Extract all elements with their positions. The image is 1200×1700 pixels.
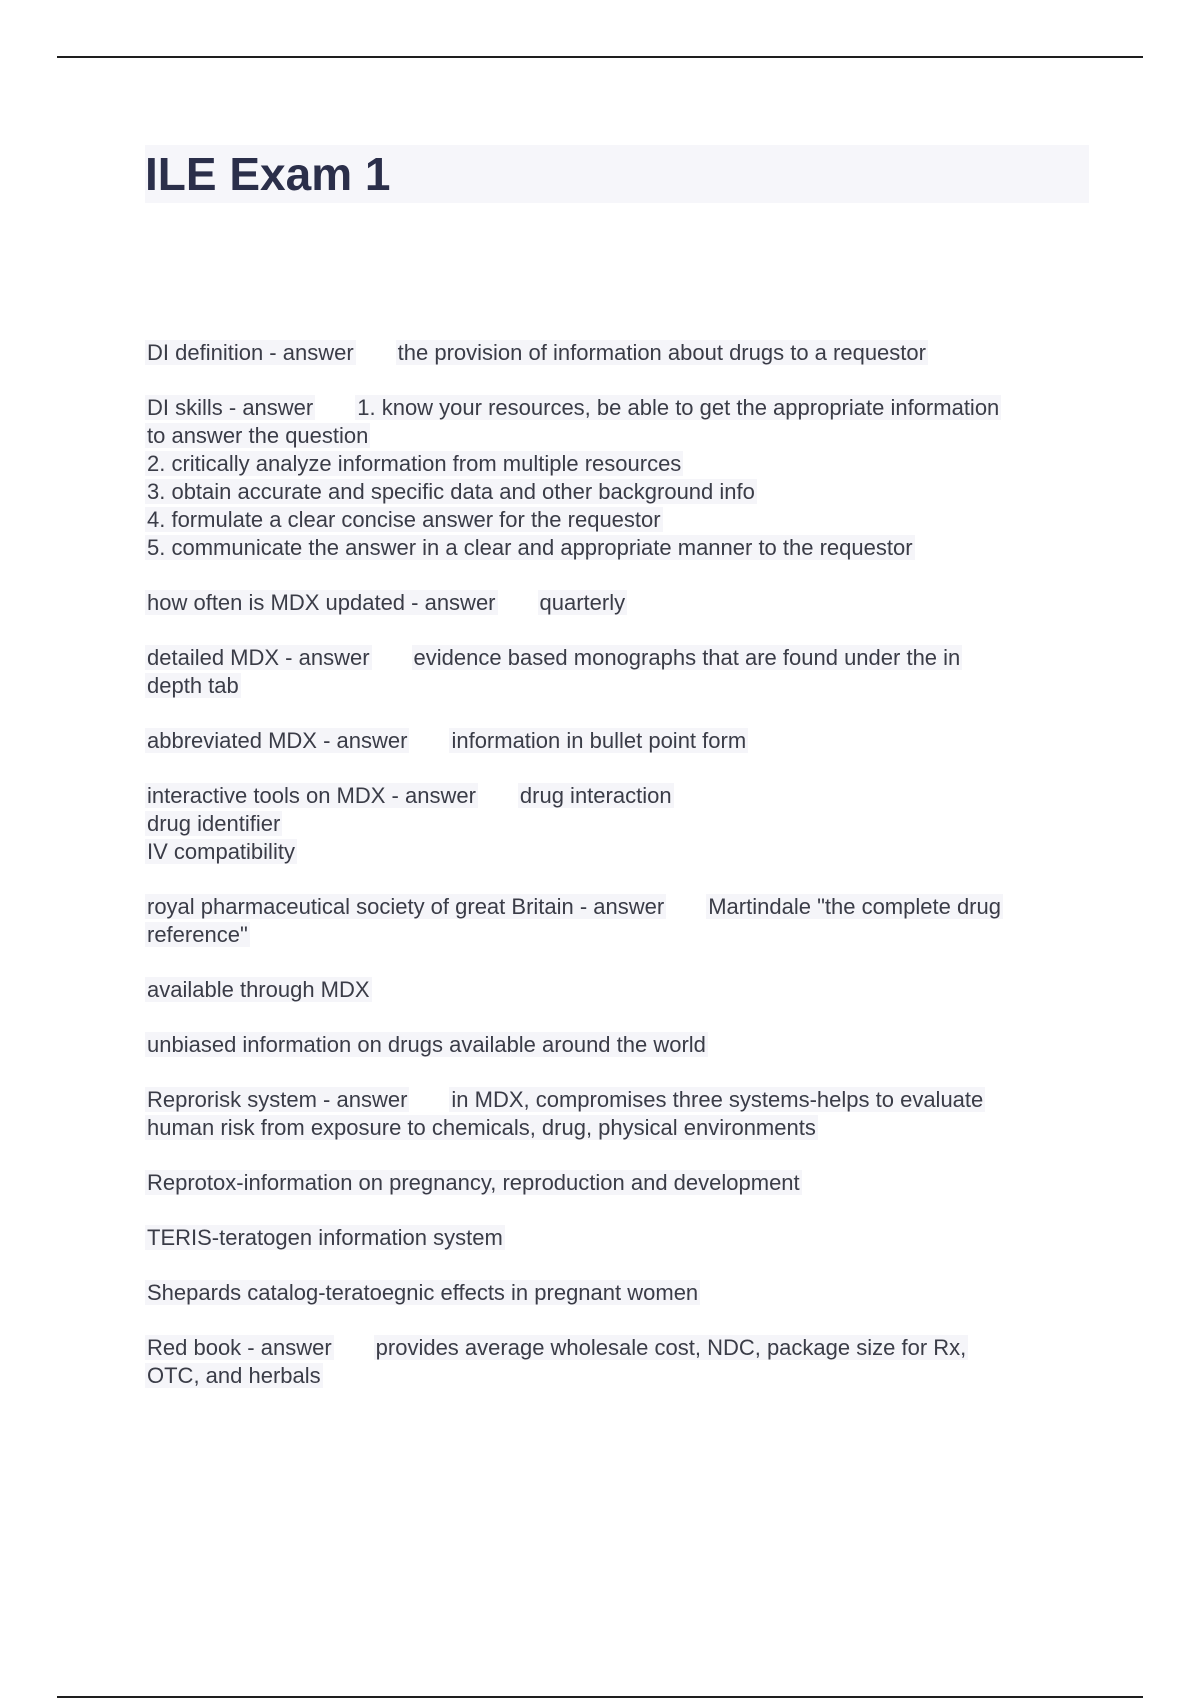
- flashcard-entry: [145, 1334, 1085, 1390]
- plain-text: Reprotox-information on pregnancy, reproduction and development: [147, 1170, 800, 1195]
- term: royal pharmaceutical society of great Britain - answer: [147, 894, 665, 919]
- flashcard-entry: [145, 339, 1085, 367]
- entry-line: [145, 644, 1085, 672]
- flashcard-entry: [145, 727, 1085, 755]
- entry-line: [145, 1031, 1085, 1059]
- flashcard-entry: [145, 976, 1085, 1004]
- top-rule: [57, 56, 1143, 58]
- plain-text: available through MDX: [147, 977, 370, 1002]
- answer-continuation: depth tab: [147, 673, 239, 698]
- answer: the provision of information about drugs to a requestor: [397, 340, 926, 365]
- answer: drug interaction: [519, 783, 672, 808]
- term: how often is MDX updated - answer: [147, 590, 496, 615]
- entry-line: [145, 1169, 1085, 1197]
- entry-line: [145, 1224, 1085, 1252]
- entry-line: [145, 339, 1085, 367]
- flashcard-entry: [145, 589, 1085, 617]
- answer-continuation: IV compatibility: [147, 839, 295, 864]
- answer: information in bullet point form: [451, 728, 747, 753]
- flashcard-entry: [145, 1224, 1085, 1252]
- answer-continuation: 2. critically analyze information from multiple resources: [147, 451, 682, 476]
- plain-text: Shepards catalog-teratoegnic effects in pregnant women: [147, 1280, 699, 1305]
- entry-line: [145, 589, 1085, 617]
- answer-continuation: 4. formulate a clear concise answer for the requestor: [147, 507, 661, 532]
- term: DI skills - answer: [147, 395, 314, 420]
- answer: evidence based monographs that are found under the in: [413, 645, 961, 670]
- flashcard-entry: [145, 893, 1085, 949]
- flashcard-entry: [145, 1031, 1085, 1059]
- flashcard-entry: [145, 1086, 1085, 1142]
- flashcard-entry: [145, 1279, 1085, 1307]
- term: Red book - answer: [147, 1335, 332, 1360]
- term: interactive tools on MDX - answer: [147, 783, 476, 808]
- answer-continuation: 3. obtain accurate and specific data and other background info: [147, 479, 755, 504]
- entry-line: [145, 1334, 1085, 1362]
- entry-line: [145, 1279, 1085, 1307]
- plain-text: TERIS-teratogen information system: [147, 1225, 503, 1250]
- answer: Martindale "the complete drug: [708, 894, 1001, 919]
- entry-line: [145, 727, 1085, 755]
- term: Reprorisk system - answer: [147, 1087, 408, 1112]
- answer-continuation: drug identifier: [147, 811, 281, 836]
- term: detailed MDX - answer: [147, 645, 370, 670]
- answer: provides average wholesale cost, NDC, package size for Rx,: [375, 1335, 967, 1360]
- entry-line: [145, 976, 1085, 1004]
- flashcard-list: [145, 339, 1085, 1417]
- flashcard-entry: [145, 1169, 1085, 1197]
- answer-continuation: human risk from exposure to chemicals, drug, physical environments: [147, 1115, 816, 1140]
- answer-continuation: reference": [147, 922, 248, 947]
- entry-line: [145, 782, 1085, 810]
- answer: quarterly: [539, 590, 626, 615]
- entry-line: [145, 893, 1085, 921]
- answer-continuation: to answer the question: [147, 423, 369, 448]
- bottom-rule: [57, 1696, 1143, 1698]
- answer: in MDX, compromises three systems-helps to evaluate: [451, 1087, 984, 1112]
- answer-continuation: OTC, and herbals: [147, 1363, 321, 1388]
- flashcard-entry: [145, 394, 1085, 562]
- term: DI definition - answer: [147, 340, 354, 365]
- flashcard-entry: [145, 644, 1085, 700]
- answer-continuation: 5. communicate the answer in a clear and appropriate manner to the requestor: [147, 535, 913, 560]
- entry-line: [145, 1086, 1085, 1114]
- page-title: ILE Exam 1: [145, 148, 391, 200]
- flashcard-entry: [145, 782, 1085, 866]
- answer: 1. know your resources, be able to get the appropriate information: [357, 395, 1000, 420]
- plain-text: unbiased information on drugs available around the world: [147, 1032, 706, 1057]
- entry-line: [145, 394, 1085, 422]
- term: abbreviated MDX - answer: [147, 728, 408, 753]
